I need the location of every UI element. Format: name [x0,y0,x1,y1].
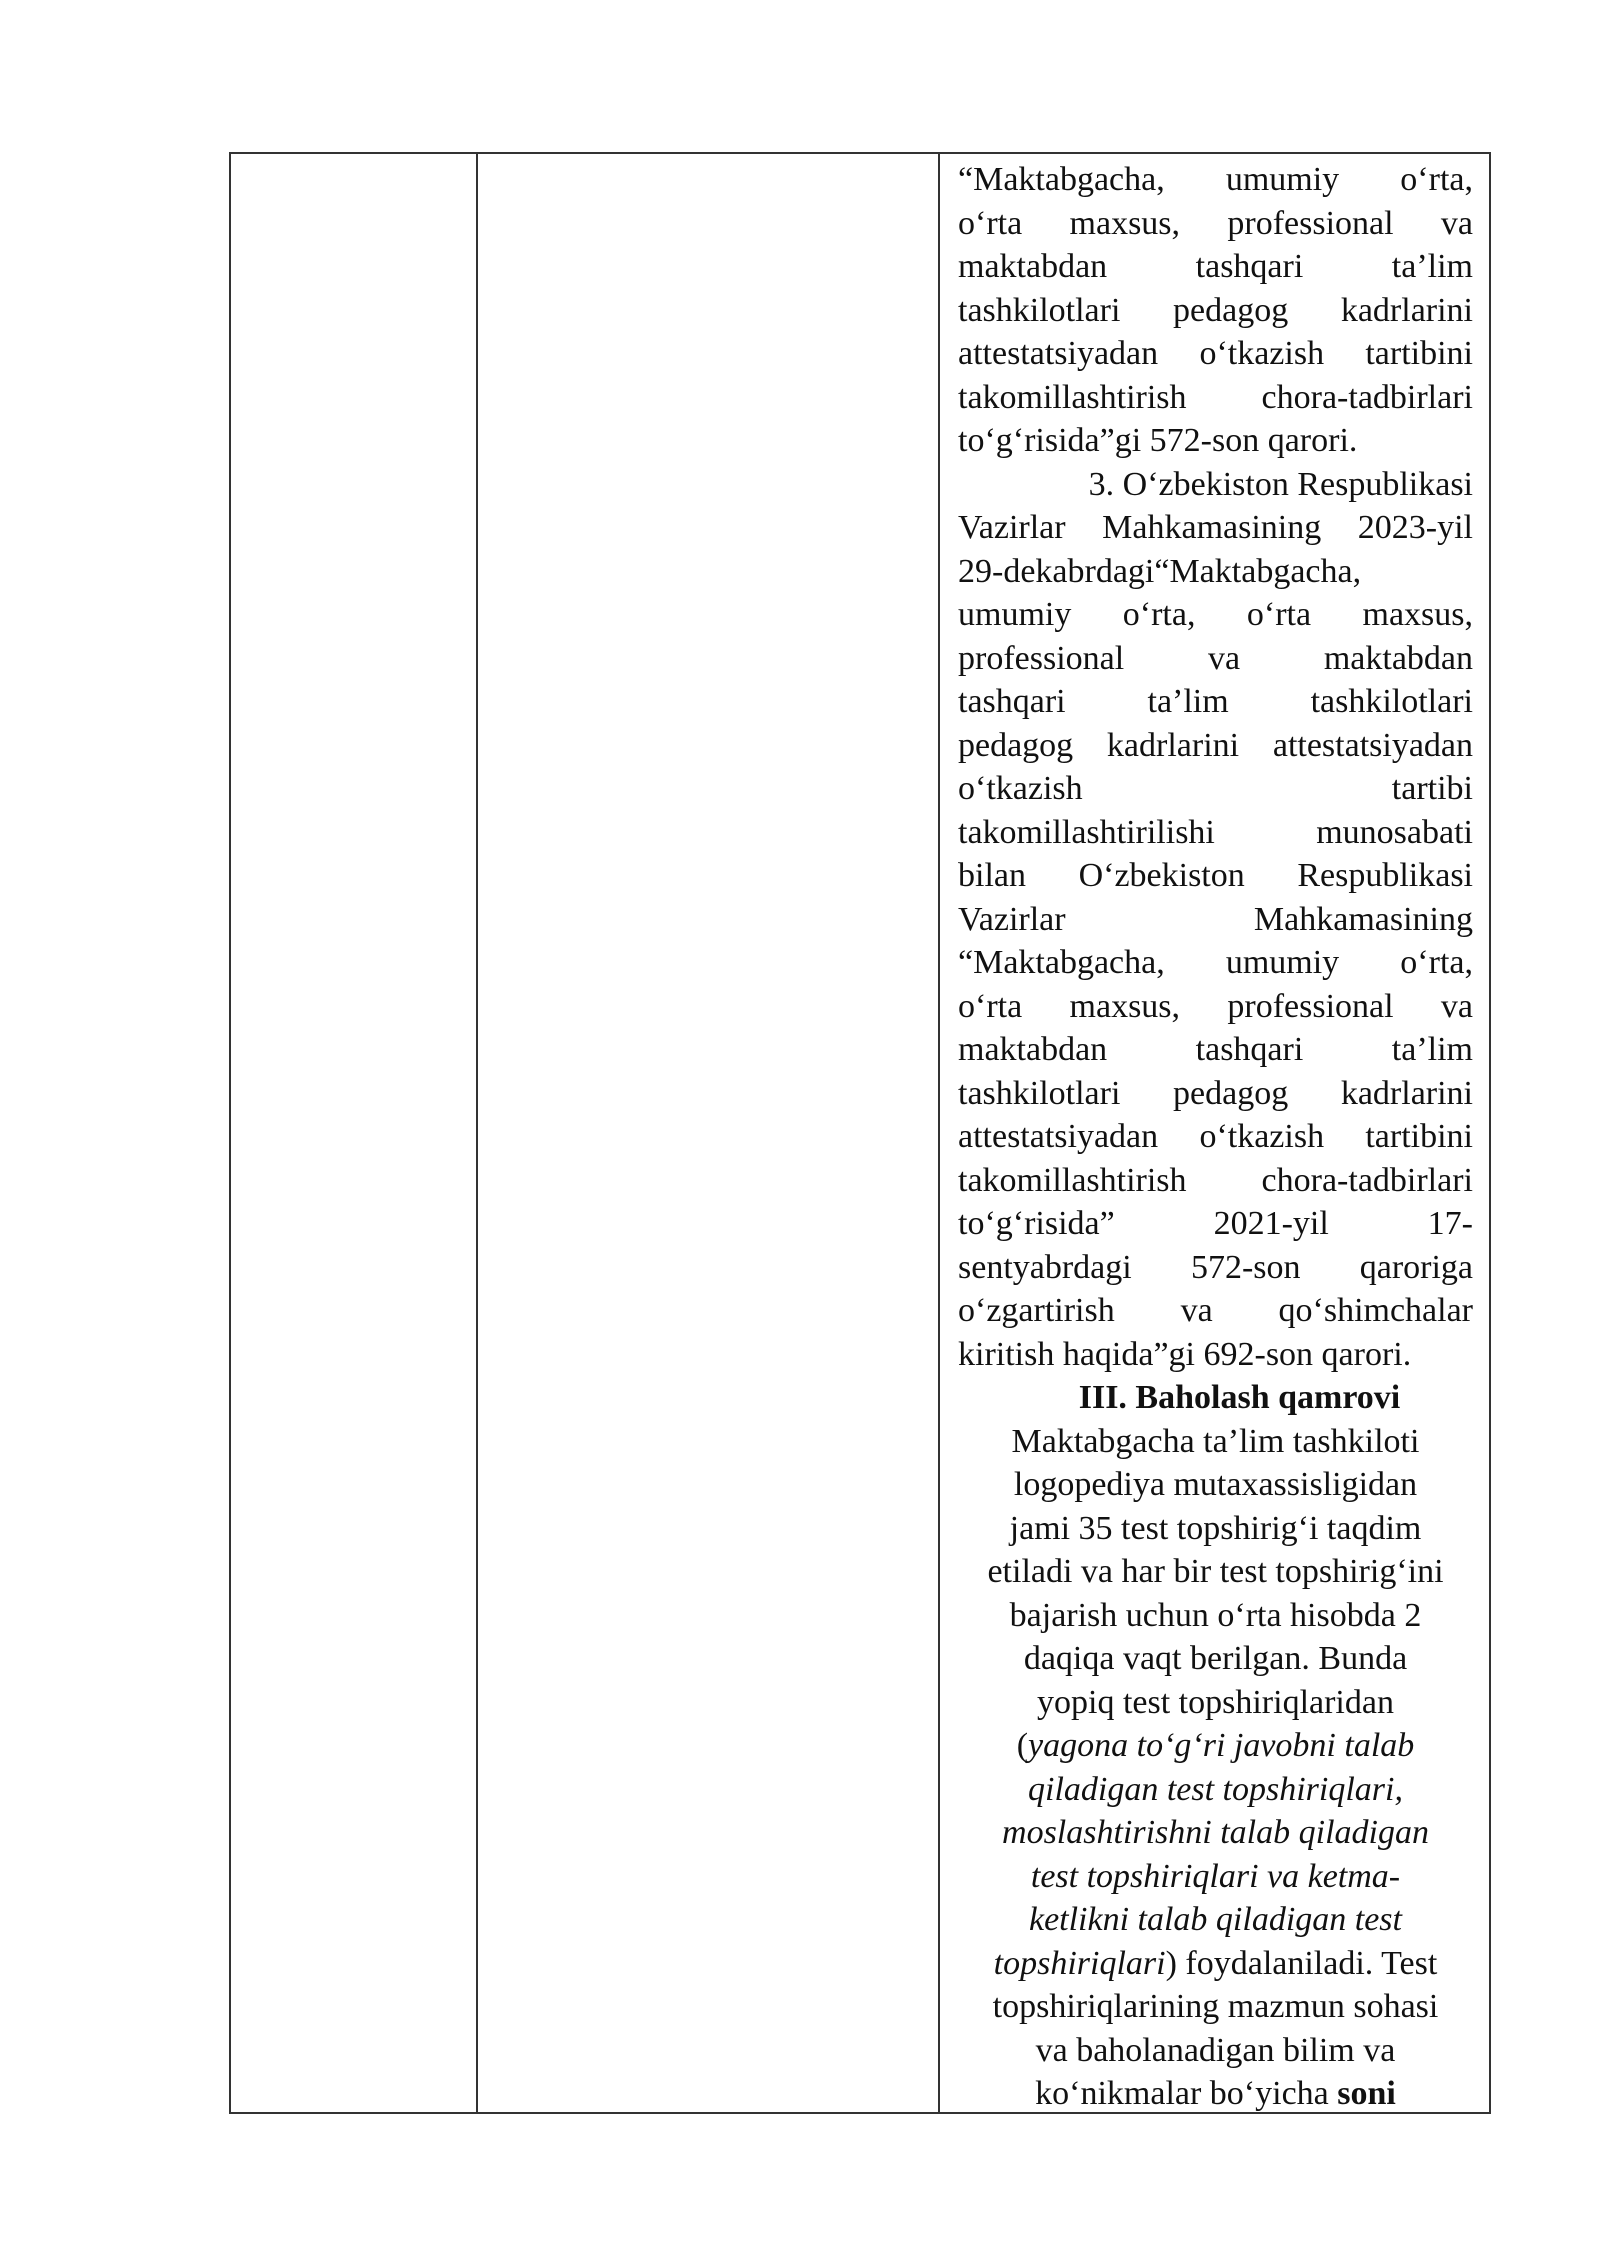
plain-text: ko‘nikmalar bo‘yicha [1035,2075,1338,2112]
italic-line: test topshiriqlari va ketma- [1030,1857,1401,1895]
text-line: o‘zgartirish va qo‘shimchalar [958,1292,1473,1329]
text-line: va baholanadigan bilim va [1035,2031,1396,2069]
table-cell-content [942,154,1487,2116]
plain-text: ) foydalaniladi. Test [1165,1944,1438,1982]
text-line: yopiq test topshiriqlaridan [1037,1683,1394,1721]
text-line: tashkilotlari pedagog kadrlarini [958,1074,1473,1112]
text-line: Maktabgacha ta’lim tashkiloti [1011,1422,1420,1460]
document-table [229,152,1491,2114]
text-line: to‘g‘risida” 2021-yil 17- [958,1205,1473,1242]
text-line: kiritish haqida”gi 692-son qarori. [958,1335,1412,1373]
text-line: tashkilotlari pedagog kadrlarini [958,291,1473,329]
text-line: “Maktabgacha, umumiy o‘rta, [958,944,1473,981]
text-line: maktabdan tashqari ta’lim [958,1031,1473,1068]
italic-line: ketlikni talab qiladigan test [1028,1901,1402,1938]
text-line: to‘g‘risida”gi 572-son qarori. [958,422,1358,459]
text-line [958,1942,1473,1986]
text-line: takomillashtirish chora-tadbirlari [958,378,1473,416]
bold-text: soni [1337,2075,1396,2112]
text-line: sentyabrdagi 572-son qaroriga [958,1248,1473,1286]
text-line: tashqari ta’lim tashkilotlari [958,683,1473,720]
text-line: topshiriqlarining mazmun sohasi [992,1988,1439,2025]
text-line: daqiqa vaqt berilgan. Bunda [1023,1640,1408,1677]
text-line: umumiy o‘rta, o‘rta maxsus, [958,596,1473,633]
text-line: attestatsiyadan o‘tkazish tartibini [958,1118,1473,1155]
text-line: o‘rta maxsus, professional va [958,987,1473,1025]
text-line: etiladi va har bir test topshirig‘ini [987,1553,1444,1590]
text-line: takomillashtirish chora-tadbirlari [958,1161,1473,1199]
text-line: o‘rta maxsus, professional va [958,204,1473,242]
text-line [958,1724,1473,1768]
text-line: “Maktabgacha, umumiy o‘rta, [958,161,1473,198]
table-column-divider-1 [476,154,478,2112]
italic-line: qiladigan test topshiriqlari, [1028,1770,1403,1808]
table-column-divider-2 [938,154,940,2112]
text-line: Vazirlar Mahkamasining [958,900,1473,938]
text-line: takomillashtirilishi munosabati [958,813,1473,851]
text-line: pedagog kadrlarini attestatsiyadan [958,726,1473,764]
text-line: bajarish uchun o‘rta hisobda 2 [1009,1596,1422,1634]
italic-text: yagona to‘g‘ri javobni talab [1028,1727,1415,1764]
text-line: Vazirlar Mahkamasining 2023-yil [958,509,1473,546]
text-line: attestatsiyadan o‘tkazish tartibini [958,335,1473,372]
text-line: jami 35 test topshirig‘i taqdim [1009,1509,1422,1547]
text-line: o‘tkazish tartibi [958,770,1473,807]
list-item-3-start: 3. O‘zbekiston Respublikasi [1088,465,1473,503]
paren-open: ( [1016,1727,1029,1764]
italic-line: moslashtirishni talab qiladigan [1002,1814,1429,1851]
italic-text: topshiriqlari [993,1944,1166,1982]
text-line: logopediya mutaxassisligidan [1013,1466,1418,1503]
text-line: maktabdan tashqari ta’lim [958,248,1473,285]
text-line [958,2072,1473,2116]
text-line: 29-dekabrdagi“Maktabgacha, [958,552,1362,590]
text-line: professional va maktabdan [958,639,1473,677]
text-line: bilan O‘zbekiston Respublikasi [958,857,1473,894]
section-heading: III. Baholash qamrovi [1078,1379,1401,1416]
